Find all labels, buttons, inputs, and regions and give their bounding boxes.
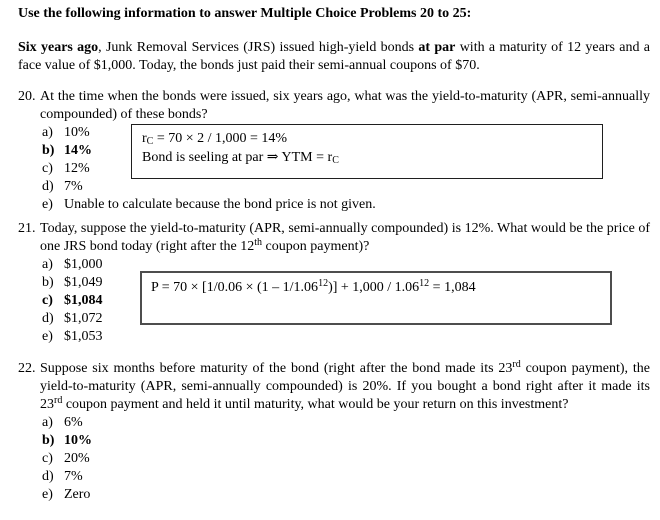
question-22-options	[42, 414, 650, 504]
question-22-stem	[18, 360, 650, 414]
formula-subscript: C	[332, 155, 339, 166]
solution-box-q20	[131, 124, 603, 179]
option-letter: e)	[42, 197, 53, 212]
option-letter: e)	[42, 329, 53, 344]
option-letter: d)	[42, 311, 54, 326]
question-text-segment: Today, suppose the yield-to-maturity (APR, semi-annually compounded) is 12%. What would be the price of one JRS bond today (right after the 12	[40, 221, 650, 254]
solution-note-line	[142, 148, 594, 167]
option-text: 20%	[64, 451, 90, 466]
question-text-segment: coupon payment)?	[262, 239, 370, 254]
question-20-stem	[18, 88, 650, 124]
option-row	[42, 486, 650, 504]
page-title: Use the following information to answer Multiple Choice Problems 20 to 25:	[18, 6, 472, 21]
option-text: Zero	[64, 487, 91, 502]
intro-bold-at-par: at par	[418, 40, 456, 55]
intro-text: , Junk Removal Services (JRS) issued high-yield bonds	[98, 40, 419, 55]
question-number: 22.	[18, 361, 36, 376]
ordinal-superscript: rd	[512, 359, 521, 370]
intro-bold-six-years-ago: Six years ago	[18, 40, 99, 55]
option-text: 10%	[64, 433, 92, 448]
question-number: 20.	[18, 89, 36, 104]
question-text: At the time when the bonds were issued, six years ago, what was the yield-to-maturity (APR, semi-annually compounded) of these bonds?	[40, 89, 650, 122]
formula-subscript: C	[146, 136, 154, 147]
option-letter: b)	[42, 143, 55, 158]
option-letter: d)	[42, 469, 54, 484]
option-text: Unable to calculate because the bond price is not given.	[64, 197, 376, 212]
option-letter: a)	[42, 125, 53, 140]
option-text: 12%	[64, 161, 90, 176]
option-row	[42, 414, 650, 432]
intro-text: with a maturity of 12 years and a face value of $1,000. Today, the bonds just paid their semi-annual coupons of $70.	[18, 40, 650, 73]
option-row	[42, 178, 650, 196]
formula-text: Bond is seeling at par ⇒ YTM = r	[142, 150, 333, 165]
option-row	[42, 196, 650, 214]
option-text: $1,084	[64, 293, 103, 308]
formula-exponent: 12	[419, 278, 430, 289]
option-text: $1,049	[64, 275, 103, 290]
formula-text: r	[142, 131, 147, 146]
option-text: 6%	[64, 415, 83, 430]
solution-formula-line	[151, 278, 602, 297]
question-21-options	[42, 256, 650, 346]
option-letter: c)	[42, 451, 53, 466]
formula-text: P = 70 × [1/0.06 × (1 – 1/1.06	[151, 280, 319, 295]
question-text	[40, 360, 650, 414]
question-20	[18, 88, 650, 214]
option-letter: c)	[42, 293, 53, 308]
solution-formula-line	[142, 129, 594, 148]
option-text: $1,000	[64, 257, 103, 272]
option-text: 10%	[64, 125, 90, 140]
formula-exponent: 12	[318, 278, 329, 289]
question-21	[18, 220, 650, 346]
option-letter: b)	[42, 275, 54, 290]
question-number: 21.	[18, 221, 36, 236]
question-text-segment: coupon payment), the yield-to-maturity (APR, semi-annually compounded) is 20%. If you bought a bond right after it made its 23	[40, 361, 650, 412]
option-text: 7%	[64, 179, 83, 194]
question-text	[40, 220, 650, 256]
option-row-answer	[42, 432, 650, 450]
option-row	[42, 328, 650, 346]
question-20-options	[42, 124, 650, 214]
question-text-segment: coupon payment and held it until maturity, what would be your return on this investment?	[62, 397, 569, 412]
option-text: $1,053	[64, 329, 103, 344]
solution-box-q21	[140, 271, 612, 325]
option-row	[42, 468, 650, 486]
option-text: 14%	[64, 143, 92, 158]
option-letter: b)	[42, 433, 55, 448]
option-letter: e)	[42, 487, 53, 502]
intro-paragraph	[18, 39, 650, 75]
option-text: 7%	[64, 469, 83, 484]
formula-text: )] + 1,000 / 1.06	[328, 280, 420, 295]
ordinal-superscript: th	[254, 237, 263, 248]
option-letter: a)	[42, 415, 53, 430]
option-text: $1,072	[64, 311, 103, 326]
option-row	[42, 450, 650, 468]
formula-text: = 1,084	[429, 280, 476, 295]
question-22	[18, 360, 650, 504]
question-text-segment: Suppose six months before maturity of the bond (right after the bond made its 23	[40, 361, 513, 376]
formula-text: = 70 × 2 / 1,000 = 14%	[153, 131, 288, 146]
option-letter: a)	[42, 257, 53, 272]
ordinal-superscript: rd	[54, 395, 63, 406]
question-21-stem	[18, 220, 650, 256]
option-letter: d)	[42, 179, 54, 194]
option-letter: c)	[42, 161, 53, 176]
